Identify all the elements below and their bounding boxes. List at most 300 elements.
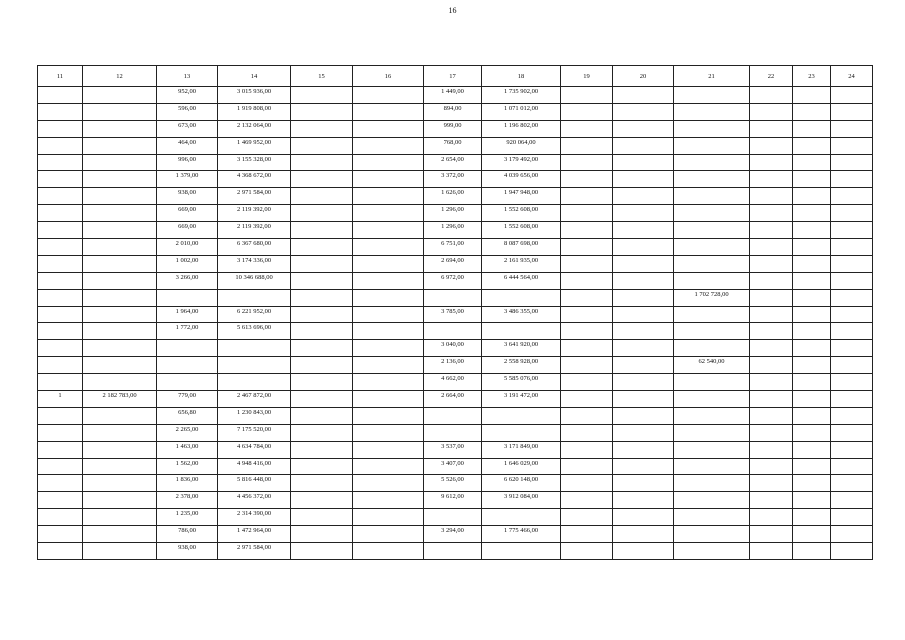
table-cell — [831, 492, 873, 509]
table-cell — [793, 87, 831, 104]
table-cell — [613, 441, 674, 458]
table-cell — [38, 87, 83, 104]
table-cell: 596,00 — [157, 103, 218, 120]
table-row — [38, 306, 873, 323]
table-cell — [353, 509, 424, 526]
table-cell — [353, 222, 424, 239]
table-cell — [674, 323, 750, 340]
table-cell — [353, 340, 424, 357]
table-cell: 3 266,00 — [157, 272, 218, 289]
table-cell — [353, 526, 424, 543]
table-cell: 6 751,00 — [424, 239, 482, 256]
table-cell: 673,00 — [157, 120, 218, 137]
table-cell: 2 119 392,00 — [218, 205, 291, 222]
table-cell — [561, 458, 613, 475]
table-cell: 3 171 849,00 — [482, 441, 561, 458]
table-cell — [613, 424, 674, 441]
table-cell: 1 — [38, 391, 83, 408]
table-cell: 3 407,00 — [424, 458, 482, 475]
table-cell: 938,00 — [157, 188, 218, 205]
table-cell — [38, 492, 83, 509]
table-cell — [613, 188, 674, 205]
table-cell — [38, 340, 83, 357]
column-header: 22 — [750, 66, 793, 87]
column-header: 11 — [38, 66, 83, 87]
table-cell — [674, 137, 750, 154]
table-row — [38, 171, 873, 188]
table-cell — [561, 424, 613, 441]
table-row — [38, 323, 873, 340]
table-cell — [793, 526, 831, 543]
table-cell — [674, 87, 750, 104]
table-cell — [674, 340, 750, 357]
table-cell — [83, 272, 157, 289]
table-cell: 1 196 802,00 — [482, 120, 561, 137]
table-cell — [793, 137, 831, 154]
table-cell — [750, 526, 793, 543]
table-cell — [561, 87, 613, 104]
table-cell — [750, 154, 793, 171]
table-cell: 2 132 064,00 — [218, 120, 291, 137]
table-cell — [353, 475, 424, 492]
table-cell — [613, 171, 674, 188]
table-cell — [561, 222, 613, 239]
table-cell — [291, 289, 353, 306]
table-cell — [793, 374, 831, 391]
table-cell — [831, 188, 873, 205]
table-cell — [291, 526, 353, 543]
table-cell — [831, 458, 873, 475]
table-cell — [424, 543, 482, 560]
table-cell: 1 235,00 — [157, 509, 218, 526]
table-cell — [793, 272, 831, 289]
table-cell — [424, 424, 482, 441]
table-cell — [83, 526, 157, 543]
table-cell — [291, 239, 353, 256]
table-cell — [83, 239, 157, 256]
table-cell — [613, 103, 674, 120]
table-cell — [561, 255, 613, 272]
table-cell: 1 836,00 — [157, 475, 218, 492]
table-cell — [291, 424, 353, 441]
table-cell — [613, 391, 674, 408]
table-cell — [83, 458, 157, 475]
table-cell: 1 071 012,00 — [482, 103, 561, 120]
table-cell — [831, 357, 873, 374]
table-cell: 2 010,00 — [157, 239, 218, 256]
table-cell — [424, 323, 482, 340]
table-cell — [750, 441, 793, 458]
table-cell: 786,00 — [157, 526, 218, 543]
table-cell — [831, 340, 873, 357]
data-table — [37, 65, 873, 560]
table-cell — [750, 509, 793, 526]
table-cell — [831, 87, 873, 104]
table-cell — [353, 374, 424, 391]
table-cell — [793, 441, 831, 458]
table-cell — [83, 374, 157, 391]
table-cell: 3 372,00 — [424, 171, 482, 188]
table-cell — [157, 374, 218, 391]
table-cell: 2 971 584,00 — [218, 188, 291, 205]
table-cell — [613, 323, 674, 340]
table-cell — [613, 526, 674, 543]
table-cell: 4 368 672,00 — [218, 171, 291, 188]
table-cell: 1 296,00 — [424, 222, 482, 239]
table-cell: 4 634 784,00 — [218, 441, 291, 458]
table-cell — [83, 323, 157, 340]
table-cell — [83, 475, 157, 492]
table-cell — [674, 188, 750, 205]
table-row — [38, 374, 873, 391]
table-cell: 999,00 — [424, 120, 482, 137]
column-header: 12 — [83, 66, 157, 87]
table-cell — [561, 526, 613, 543]
table-row — [38, 475, 873, 492]
table-cell — [793, 255, 831, 272]
table-row — [38, 120, 873, 137]
table-cell — [83, 205, 157, 222]
table-cell — [674, 272, 750, 289]
table-cell — [831, 222, 873, 239]
table-cell — [750, 171, 793, 188]
table-cell — [353, 441, 424, 458]
table-cell: 1 002,00 — [157, 255, 218, 272]
table-cell — [38, 458, 83, 475]
table-cell — [291, 374, 353, 391]
table-cell — [353, 171, 424, 188]
table-cell — [613, 120, 674, 137]
table-row — [38, 154, 873, 171]
table-cell — [83, 492, 157, 509]
table-cell — [750, 222, 793, 239]
table-cell: 768,00 — [424, 137, 482, 154]
table-cell — [561, 171, 613, 188]
table-cell: 464,00 — [157, 137, 218, 154]
page-number: 16 — [448, 6, 457, 15]
table-cell: 4 948 416,00 — [218, 458, 291, 475]
table-cell — [613, 137, 674, 154]
table-cell — [613, 407, 674, 424]
table-row — [38, 103, 873, 120]
table-cell: 3 179 492,00 — [482, 154, 561, 171]
table-row — [38, 407, 873, 424]
table-cell: 4 039 656,00 — [482, 171, 561, 188]
table-cell — [613, 475, 674, 492]
table-cell — [613, 357, 674, 374]
table-cell — [218, 289, 291, 306]
table-cell — [831, 323, 873, 340]
table-cell — [38, 188, 83, 205]
table-cell: 5 816 448,00 — [218, 475, 291, 492]
table-cell: 1 626,00 — [424, 188, 482, 205]
table-cell: 62 540,00 — [674, 357, 750, 374]
table-cell — [793, 188, 831, 205]
table-cell: 3 294,00 — [424, 526, 482, 543]
table-cell — [674, 222, 750, 239]
table-cell — [674, 543, 750, 560]
table-cell: 3 912 084,00 — [482, 492, 561, 509]
table-cell: 3 040,00 — [424, 340, 482, 357]
table-cell: 1 449,00 — [424, 87, 482, 104]
table-cell — [353, 272, 424, 289]
table-cell — [750, 205, 793, 222]
table-cell — [613, 374, 674, 391]
table-cell — [793, 407, 831, 424]
table-cell — [38, 441, 83, 458]
table-cell — [793, 103, 831, 120]
column-header: 17 — [424, 66, 482, 87]
column-header: 16 — [353, 66, 424, 87]
table-cell: 2 136,00 — [424, 357, 482, 374]
table-row — [38, 543, 873, 560]
table-cell — [793, 340, 831, 357]
table-row — [38, 340, 873, 357]
table-cell — [793, 492, 831, 509]
table-cell: 1 964,00 — [157, 306, 218, 323]
table-cell — [674, 424, 750, 441]
table-cell — [793, 357, 831, 374]
table-cell — [218, 357, 291, 374]
table-cell — [482, 543, 561, 560]
table-row — [38, 87, 873, 104]
table-cell — [291, 188, 353, 205]
table-cell — [83, 137, 157, 154]
table-cell — [561, 306, 613, 323]
table-cell — [38, 526, 83, 543]
table-cell — [83, 441, 157, 458]
table-cell — [793, 323, 831, 340]
table-cell — [38, 222, 83, 239]
table-cell — [291, 458, 353, 475]
table-cell — [613, 222, 674, 239]
table-cell: 3 155 328,00 — [218, 154, 291, 171]
table-cell: 7 175 520,00 — [218, 424, 291, 441]
table-cell — [750, 239, 793, 256]
table-cell: 3 785,00 — [424, 306, 482, 323]
table-cell — [674, 205, 750, 222]
table-cell: 2 119 392,00 — [218, 222, 291, 239]
table-cell: 1 552 608,00 — [482, 222, 561, 239]
table-cell — [83, 509, 157, 526]
table-cell — [291, 323, 353, 340]
table-cell: 1 735 902,00 — [482, 87, 561, 104]
table-cell: 669,00 — [157, 205, 218, 222]
table-cell: 1 552 608,00 — [482, 205, 561, 222]
table-cell — [38, 205, 83, 222]
table-row — [38, 441, 873, 458]
table-cell — [831, 441, 873, 458]
table-cell — [831, 205, 873, 222]
table-cell — [750, 492, 793, 509]
table-cell — [831, 239, 873, 256]
table-cell — [561, 340, 613, 357]
table-cell — [750, 374, 793, 391]
table-cell — [674, 492, 750, 509]
table-cell — [291, 272, 353, 289]
table-cell — [674, 171, 750, 188]
column-header: 24 — [831, 66, 873, 87]
column-header: 18 — [482, 66, 561, 87]
table-cell — [482, 509, 561, 526]
table-cell — [353, 120, 424, 137]
table-cell — [291, 137, 353, 154]
table-cell — [291, 543, 353, 560]
table-row — [38, 255, 873, 272]
table-cell — [291, 306, 353, 323]
table-cell: 1 296,00 — [424, 205, 482, 222]
table-cell — [38, 171, 83, 188]
table-cell: 779,00 — [157, 391, 218, 408]
table-cell — [157, 340, 218, 357]
table-cell — [793, 306, 831, 323]
table-cell — [750, 120, 793, 137]
table-row — [38, 424, 873, 441]
table-cell — [561, 391, 613, 408]
table-cell — [482, 407, 561, 424]
table-cell — [561, 407, 613, 424]
table-cell — [831, 509, 873, 526]
table-row — [38, 272, 873, 289]
table-cell — [83, 87, 157, 104]
column-header: 14 — [218, 66, 291, 87]
table-body — [38, 87, 873, 560]
column-header: 20 — [613, 66, 674, 87]
table-cell: 6 444 564,00 — [482, 272, 561, 289]
table-cell — [353, 424, 424, 441]
table-cell — [674, 509, 750, 526]
table-cell — [353, 87, 424, 104]
table-cell — [750, 103, 793, 120]
table-cell — [218, 374, 291, 391]
table-cell: 3 537,00 — [424, 441, 482, 458]
header-row — [38, 66, 873, 87]
table-row — [38, 526, 873, 543]
table-cell — [793, 391, 831, 408]
table-cell: 1 646 029,00 — [482, 458, 561, 475]
table-cell — [83, 188, 157, 205]
table-cell — [750, 357, 793, 374]
table-cell: 2 467 872,00 — [218, 391, 291, 408]
table-cell — [353, 205, 424, 222]
table-cell: 5 526,00 — [424, 475, 482, 492]
table-cell — [750, 340, 793, 357]
table-cell — [353, 255, 424, 272]
table-row — [38, 357, 873, 374]
table-cell — [674, 526, 750, 543]
table-cell — [218, 340, 291, 357]
table-cell — [613, 492, 674, 509]
table-cell — [561, 374, 613, 391]
table-cell — [38, 306, 83, 323]
table-cell — [561, 103, 613, 120]
column-header: 21 — [674, 66, 750, 87]
table-cell — [561, 289, 613, 306]
table-cell: 920 064,00 — [482, 137, 561, 154]
table-cell — [613, 255, 674, 272]
table-cell — [38, 357, 83, 374]
table-cell: 6 367 680,00 — [218, 239, 291, 256]
table-cell — [674, 441, 750, 458]
table-cell — [291, 222, 353, 239]
table-cell: 3 015 936,00 — [218, 87, 291, 104]
table-cell — [38, 323, 83, 340]
table-cell — [561, 509, 613, 526]
table-cell — [83, 306, 157, 323]
table-cell — [613, 340, 674, 357]
table-cell — [291, 255, 353, 272]
table-cell: 2 182 783,00 — [83, 391, 157, 408]
table-cell — [750, 475, 793, 492]
table-cell — [831, 289, 873, 306]
table-cell — [750, 188, 793, 205]
table-cell — [674, 239, 750, 256]
table-cell — [38, 424, 83, 441]
table-cell — [291, 509, 353, 526]
table-row — [38, 188, 873, 205]
table-cell — [291, 205, 353, 222]
table-cell: 2 654,00 — [424, 154, 482, 171]
table-cell: 894,00 — [424, 103, 482, 120]
table-cell — [750, 272, 793, 289]
table-cell — [291, 441, 353, 458]
table-cell: 3 641 920,00 — [482, 340, 561, 357]
table-cell — [157, 357, 218, 374]
table-cell — [561, 205, 613, 222]
table-cell — [561, 357, 613, 374]
table-cell — [750, 289, 793, 306]
table-cell — [674, 306, 750, 323]
table-cell — [83, 340, 157, 357]
table-cell: 6 221 952,00 — [218, 306, 291, 323]
table-cell — [831, 272, 873, 289]
table-cell: 1 772,00 — [157, 323, 218, 340]
table-cell — [353, 239, 424, 256]
table-cell — [291, 492, 353, 509]
table-cell — [831, 137, 873, 154]
table-cell — [291, 391, 353, 408]
table-cell — [291, 87, 353, 104]
table-cell — [83, 171, 157, 188]
table-cell — [613, 458, 674, 475]
table-cell — [38, 272, 83, 289]
table-cell — [38, 475, 83, 492]
table-cell — [674, 458, 750, 475]
table-cell — [424, 509, 482, 526]
table-row — [38, 458, 873, 475]
table-cell — [353, 458, 424, 475]
table-cell: 1 702 728,00 — [674, 289, 750, 306]
table-cell — [38, 509, 83, 526]
table-cell — [674, 255, 750, 272]
table-cell: 9 612,00 — [424, 492, 482, 509]
table-cell — [353, 407, 424, 424]
table-cell — [613, 87, 674, 104]
table-cell — [353, 137, 424, 154]
table-cell — [83, 255, 157, 272]
table-cell — [613, 205, 674, 222]
table-cell — [561, 323, 613, 340]
table-cell — [750, 323, 793, 340]
table-cell — [750, 306, 793, 323]
column-header: 23 — [793, 66, 831, 87]
table-cell — [613, 154, 674, 171]
table-cell — [291, 357, 353, 374]
table-cell: 1 469 952,00 — [218, 137, 291, 154]
table-cell — [674, 475, 750, 492]
table-cell: 5 613 696,00 — [218, 323, 291, 340]
table-cell — [793, 458, 831, 475]
